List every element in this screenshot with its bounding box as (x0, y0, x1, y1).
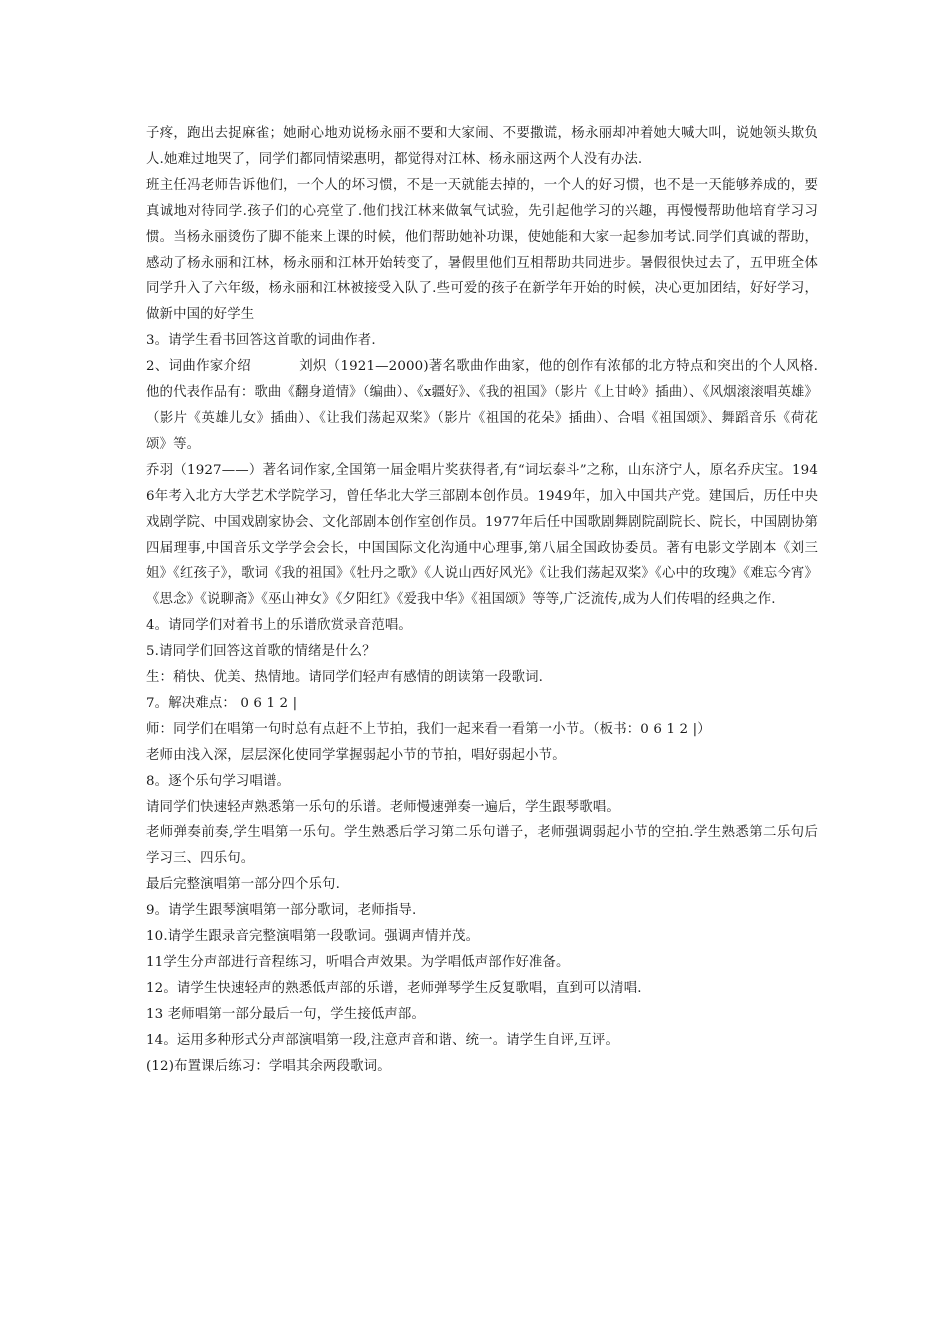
step-13: 13 老师唱第一部分最后一句，学生接低声部。 (146, 1006, 426, 1022)
composer-intro-heading: 2、词曲作家介绍 (146, 359, 252, 375)
step-5: 5.请同学们回答这首歌的情绪是什么？ (146, 644, 376, 660)
step-12: 12。请学生快速轻声的熟悉低声部的乐谱，老师弹琴学生反复歌唱，直到可以清唱. (146, 980, 642, 996)
step-11: 11学生分声部进行音程练习，听唱合声效果。为学唱低声部作好准备。 (146, 955, 570, 970)
step-10: 10.请学生跟录音完整演唱第一段歌词。强调声情并茂。 (146, 929, 480, 945)
teacher-remark: 师：同学们在唱第一句时总有点赶不上节拍，我们一起来看一看第一小节。（板书：0 6 1 2 |） (146, 721, 711, 737)
story-paragraph-2: 班主任冯老师告诉他们，一个人的坏习惯，不是一天就能去掉的，一个人的好习惯，也不是一天能够养成的，要真诚地对待同学.孩子们的心亮堂了.他们找江林来做氧气试验，先引起他学习的兴趣，再慢慢帮助他培育学习习惯。当杨永丽烫伤了脚不能来上课的时候，他们帮助她补功课，使她能和大家一起参加考试.同学们真诚的帮助，感动了杨永丽和江林，杨永丽和江林开始转变了，暑假里他们互相帮助共同进步。暑假很快过去了，五甲班全体同学升入了六年级，杨永丽和江林被接受入队了.些可爱的孩子在新学年开始的时候，决心更加团结，好好学习，做新中国的好学生 (146, 177, 818, 323)
full-first-part: 最后完整演唱第一部分四个乐句. (146, 877, 340, 893)
phrase-practice: 老师弹奏前奏,学生唱第一乐句。学生熟悉后学习第二乐句谱子，老师强调弱起小节的空拍.学生熟悉第二乐句后学习三、四乐句。 (146, 825, 818, 867)
first-phrase-practice: 请同学们快速轻声熟悉第一乐句的乐谱。老师慢速弹奏一遍后，学生跟琴歌唱。 (146, 799, 620, 815)
step-9: 9。请学生跟琴演唱第一部分歌词，老师指导. (146, 903, 417, 919)
story-paragraph-1: 子疼，跑出去捉麻雀；她耐心地劝说杨永丽不要和大家闹、不要撒谎，杨永丽却冲着她大喊大叫，说她领头欺负人.她难过地哭了，同学们都同情梁惠明，都觉得对江林、杨永丽这两个人没有办法. (146, 126, 818, 167)
teacher-method: 老师由浅入深，层层深化使同学掌握弱起小节的节拍，唱好弱起小节。 (146, 747, 566, 763)
composer-introduction (146, 354, 818, 458)
student-answer: 生：稍快、优美、热情地。请同学们轻声有感情的朗读第一段歌词. (146, 670, 544, 686)
homework-assignment: (12)布置课后练习：学唱其余两段歌词。 (146, 1058, 391, 1074)
step-7-difficulty: 7。解决难点： 0 6 1 2 | (146, 695, 298, 711)
step-14: 14。运用多种形式分声部演唱第一段,注意声音和谐、统一。请学生自评,互评。 (146, 1032, 619, 1048)
step-3-composer-question: 3。请学生看书回答这首歌的词曲作者. (146, 333, 376, 349)
document-body (146, 121, 818, 1080)
qiao-yu-bio: 乔羽（1927——）著名词作家,全国第一届金唱片奖获得者,有“词坛泰斗”之称，山东济宁人，原名乔庆宝。1946年考入北方大学艺术学院学习，曾任华北大学三部剧本创作员。1949年，加入中国共产党。建国后，历任中央戏剧学院、中国戏剧家协会、文化部剧本创作室创作员。1977年后任中国歌剧舞剧院副院长、院长，中国剧协第四届理事,中国音乐文学学会会长，中国国际文化沟通中心理事,第八届全国政协委员。著有电影文学剧本《刘三姐》《红孩子》，歌词《我的祖国》《牡丹之歌》《人说山西好风光》《让我们荡起双桨》《心中的玫瑰》《难忘今宵》《思念》《说聊斋》《巫山神女》《夕阳红》《爱我中华》《祖国颂》等等,广泛流传,成为人们传唱的经典之作. (146, 462, 818, 608)
liu-chi-bio: 刘炽（1921—2000)著名歌曲作曲家，他的创作有浓郁的北方特点和突出的个人风格.他的代表作品有：歌曲《翻身道情》（编曲）、《x疆好》、《我的祖国》（影片《上甘岭》插曲）、《风烟滚滚唱英雄》（影片《英雄儿女》插曲）、《让我们荡起双桨》（影片《祖国的花朵》插曲）、合唱《祖国颂》、舞蹈音乐《荷花颂》等。 (146, 359, 818, 452)
step-8: 8。逐个乐句学习唱谱。 (146, 773, 291, 789)
step-4: 4。请同学们对着书上的乐谱欣赏录音范唱。 (146, 618, 412, 634)
